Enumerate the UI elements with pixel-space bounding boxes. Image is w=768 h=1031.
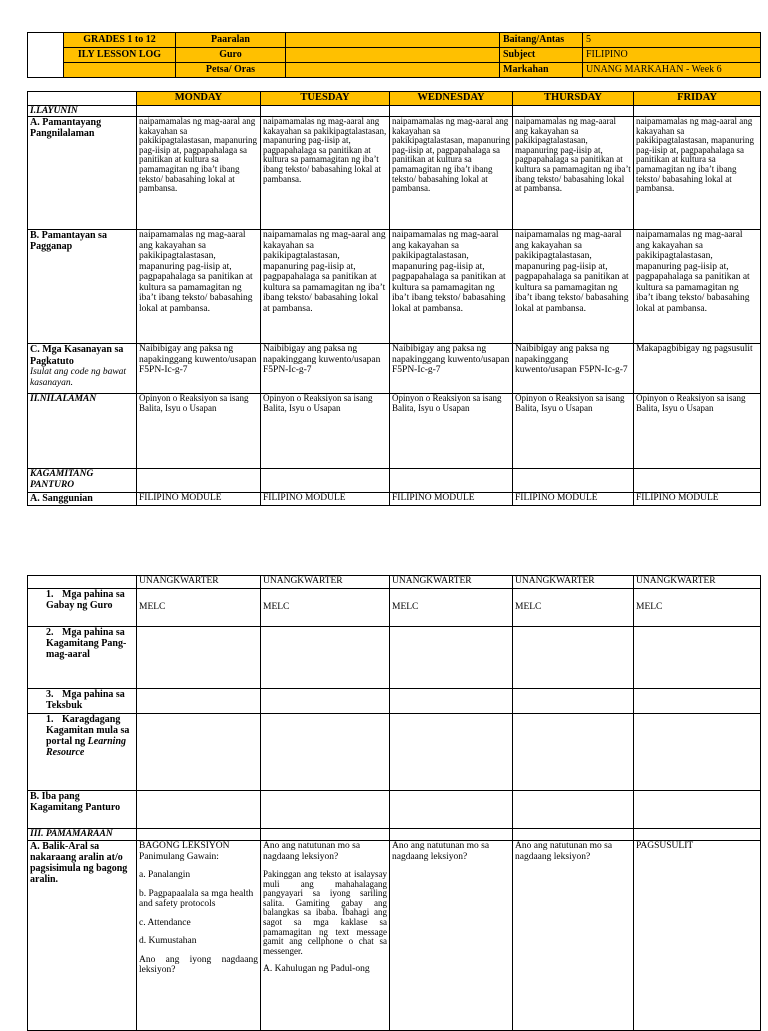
sanggunian-monday: FILIPINO MODULE (137, 493, 261, 506)
kasanayan-wednesday: Naibibigay ang paksa ng napakinggang kuwento/usapan F5PN-Ic-g-7 (390, 344, 513, 394)
lesson-table (27, 91, 761, 506)
day-thursday: THURSDAY (513, 92, 634, 106)
paaralan-label: Paaralan (176, 33, 286, 48)
kwarter-wednesday: UNANGKWARTER (390, 576, 513, 589)
kasanayan-friday: Makapagbibigay ng pagsusulit (634, 344, 761, 394)
nilalaman-thursday: Opinyon o Reaksiyon sa isang Balita, Isyu o Usapan (513, 394, 634, 469)
markahan-value[interactable]: UNANG MARKAHAN - Week 6 (583, 63, 761, 78)
pamantayang-thursday: naipamamalas ng mag-aaral ang kakayahan sa pakikipagtalastasan, mapanuring pag-iisip at, pagpapahalaga sa panitikan at kultura sa pamamagitan ng iba’t ibang teksto/ babasahing lokal at pambansa. (513, 117, 634, 230)
markahan-label: Markahan (500, 63, 583, 78)
karagdagang-kagamitan-cell: 1. Karagdagang Kagamitan mula sa portal ng Learning Resource (28, 714, 137, 791)
balik-aral-label: A. Balik-Aral sa nakaraang aralin at/o pagsisimula ng bagong aralin. (28, 841, 137, 1031)
nilalaman-monday: Opinyon o Reaksiyon sa isang Balita, Isyu o Usapan (137, 394, 261, 469)
kagamitang-mag-aaral-label: Mga pahina sa Kagamitang Pang-mag-aaral (46, 627, 127, 660)
kwarter-monday: UNANGKWARTER (137, 576, 261, 589)
nilalaman-tuesday: Opinyon o Reaksiyon sa isang Balita, Isyu o Usapan (261, 394, 390, 469)
day-wednesday: WEDNESDAY (390, 92, 513, 106)
mon-title: BAGONG LEKSIYON (139, 841, 230, 851)
logo-cell (28, 33, 64, 78)
balik-wednesday: Ano ang natutunan mo sa nagdaang leksiyon? (390, 841, 513, 1031)
teksbuk-label: Mga pahina sa Teksbuk (46, 689, 125, 711)
kagamitang-panturo-label: KAGAMITANG PANTURO (28, 469, 137, 493)
learning-resource-label: Learning Resource (46, 736, 127, 758)
sanggunian-friday: FILIPINO MODULE (634, 493, 761, 506)
kasanayan-cell (28, 344, 137, 394)
pagganap-friday: naipamamalas ng mag-aaral ang kakayahan sa pakikipagtalastasan, mapanuring pag-iisip at, pagpapahalaga sa panitikan at kultura sa pamamagitan ng iba’t ibang teksto/ babasahing lokal at pambansa. (634, 230, 761, 344)
day-monday: MONDAY (137, 92, 261, 106)
corner-cell (28, 92, 137, 106)
balik-tuesday (261, 841, 390, 1031)
kagamitang-mag-aaral-cell: 2. Mga pahina sa Kagamitang Pang-mag-aaral (28, 627, 137, 689)
kasanayan-note: Isulat ang code ng bawat kasanayan. (30, 367, 127, 388)
day-tuesday: TUESDAY (261, 92, 390, 106)
nilalaman-wednesday: Opinyon o Reaksiyon sa isang Balita, Isyu o Usapan (390, 394, 513, 469)
petsa-label: Petsa/ Oras (176, 63, 286, 78)
karagdagang-kagamitan-label: Karagdagang Kagamitan mula sa portal ng (46, 714, 130, 747)
resources-table (27, 575, 761, 1031)
nilalaman-label: II.NILALAMAN (28, 394, 137, 469)
pagganap-monday: naipamamalas ng mag-aaral ang kakayahan sa pakikipagtalastasan, mapanuring pag-iisip at, pagpapahalaga sa panitikan at kultura sa pamamagitan ng iba’t ibang teksto/ babasahing lokal at pambansa. (137, 230, 261, 344)
baitang-label: Baitang/Antas (500, 33, 583, 48)
lesson-log-label: ILY LESSON LOG (64, 48, 176, 63)
iba-pang-kagamitan-label: B. Iba pang Kagamitang Panturo (28, 791, 137, 829)
nilalaman-friday: Opinyon o Reaksiyon sa isang Balita, Isyu o Usapan (634, 394, 761, 469)
pamantayang-pangnilalaman-label: A. Pamantayang Pangnilalaman (28, 117, 137, 230)
mon-item-b: b. Pagpapaalala sa mga health and safety protocols (139, 888, 254, 909)
grades-label: GRADES 1 to 12 (64, 33, 176, 48)
teksbuk-cell: 3. Mga pahina sa Teksbuk (28, 689, 137, 714)
balik-friday: PAGSUSULIT (634, 841, 761, 1031)
gabay-guro-cell: 1. Mga pahina sa Gabay ng Guro (28, 589, 137, 627)
pamantayang-tuesday: naipamamalas ng mag-aaral ang kakayahan sa pakikipagtalastasan, mapanuring pag-iisip at, pagpapahalaga sa panitikan at kultura sa pamamagitan ng iba’t ibang teksto/ babasahing lokal at pambansa. (261, 117, 390, 230)
mon-item-d: d. Kumustahan (139, 936, 197, 946)
guro-label: Guro (176, 48, 286, 63)
header-blank (64, 63, 176, 78)
header-table (27, 32, 761, 78)
mon-item-a: a. Panalangin (139, 870, 191, 880)
mon-item-c: c. Attendance (139, 917, 191, 928)
kasanayan-thursday: Naibibigay ang paksa ng napakinggang kuwento/usapan F5PN-Ic-g-7 (513, 344, 634, 394)
mon-item-e: Ano ang iyong nagdaang leksiyon? (139, 954, 258, 975)
paaralan-value[interactable] (286, 33, 500, 48)
kasanayan-tuesday: Naibibigay ang paksa ng napakinggang kuwento/usapan F5PN-Ic-g-7 (261, 344, 390, 394)
kasanayan-monday: Naibibigay ang paksa ng napakinggang kuwento/usapan F5PN-Ic-g-7 (137, 344, 261, 394)
pagganap-thursday: naipamamalas ng mag-aaral ang kakayahan sa pakikipagtalastasan, mapanuring pag-iisip at, pagpapahalaga sa panitikan at kultura sa pamamagitan ng iba’t ibang teksto/ babasahing lokal at pambansa. (513, 230, 634, 344)
pamantayang-friday: naipamamalas ng mag-aaral ang kakayahan sa pakikipagtalastasan, mapanuring pag-iisip at, pagpapahalaga sa panitikan at kultura sa pamamagitan ng iba’t ibang teksto/ babasahing lokal at pambansa. (634, 117, 761, 230)
baitang-value[interactable]: 5 (583, 33, 761, 48)
guro-value[interactable] (286, 48, 500, 63)
kwarter-thursday: UNANGKWARTER (513, 576, 634, 589)
melc-monday: MELC (137, 589, 261, 627)
mon-sub: Panimulang Gawain: (139, 851, 219, 862)
kwarter-friday: UNANGKWARTER (634, 576, 761, 589)
subject-label: Subject (500, 48, 583, 63)
tue-question: Ano ang natutunan mo sa nagdaang leksiyon? (263, 841, 361, 862)
tue-instructions: Pakinggan ang teksto at isalaysay muli ang mahahalagang pangyayari sa iyong sariling salita. Gamiting gabay ang balangkas sa ibaba. Ibahagi ang sagot sa mga kaklase sa pamamagitan ng text message gamit ang cellphone o chat sa messenger. (263, 869, 387, 956)
petsa-value[interactable] (286, 63, 500, 78)
pagganap-wednesday: naipamamalas ng mag-aaral ang kakayahan sa pakikipagtalastasan, mapanuring pag-iisip at, pagpapahalaga sa panitikan at kultura sa pamamagitan ng iba’t ibang teksto/ babasahing lokal at pambansa. (390, 230, 513, 344)
melc-wednesday: MELC (390, 589, 513, 627)
sanggunian-label: A. Sanggunian (28, 493, 137, 506)
pamamaraan-heading: III. PAMAMARAAN (28, 829, 137, 841)
pagganap-label: B. Pamantayan sa Pagganap (28, 230, 137, 344)
sanggunian-tuesday: FILIPINO MODULE (261, 493, 390, 506)
melc-friday: MELC (634, 589, 761, 627)
balik-thursday: Ano ang natutunan mo sa nagdaang leksiyon? (513, 841, 634, 1031)
tue-item-a: A. Kahulugan ng Padul-ong (263, 964, 370, 975)
pamantayang-wednesday: naipamamalas ng mag-aaral ang kakayahan sa pakikipagtalastasan, mapanuring pag-iisip at, pagpapahalaga sa panitikan at kultura sa pamamagitan ng iba’t ibang teksto/ babasahing lokal at pambansa. (390, 117, 513, 230)
kasanayan-label: C. Mga Kasanayan sa Pagkatuto (30, 344, 124, 367)
pamantayang-monday: naipamamalas ng mag-aaral ang kakayahan sa pakikipagtalastasan, mapanuring pag-iisip at, pagpapahalaga sa panitikan at kultura sa pamamagitan ng iba’t ibang teksto/ babasahing lokal at pambansa. (137, 117, 261, 230)
melc-tuesday: MELC (261, 589, 390, 627)
balik-monday (137, 841, 261, 1031)
gabay-guro-label: Mga pahina sa Gabay ng Guro (46, 589, 125, 611)
sanggunian-thursday: FILIPINO MODULE (513, 493, 634, 506)
melc-thursday: MELC (513, 589, 634, 627)
subject-value[interactable]: FILIPINO (583, 48, 761, 63)
kwarter-tuesday: UNANGKWARTER (261, 576, 390, 589)
sanggunian-wednesday: FILIPINO MODULE (390, 493, 513, 506)
layunin-heading: I.LAYUNIN (28, 105, 137, 117)
pagganap-tuesday: naipamamalas ng mag-aaral ang kakayahan sa pakikipagtalastasan, mapanuring pag-iisip at, pagpapahalaga sa panitikan at kultura sa pamamagitan ng iba’t ibang teksto/ babasahing lokal at pambansa. (261, 230, 390, 344)
day-friday: FRIDAY (634, 92, 761, 106)
